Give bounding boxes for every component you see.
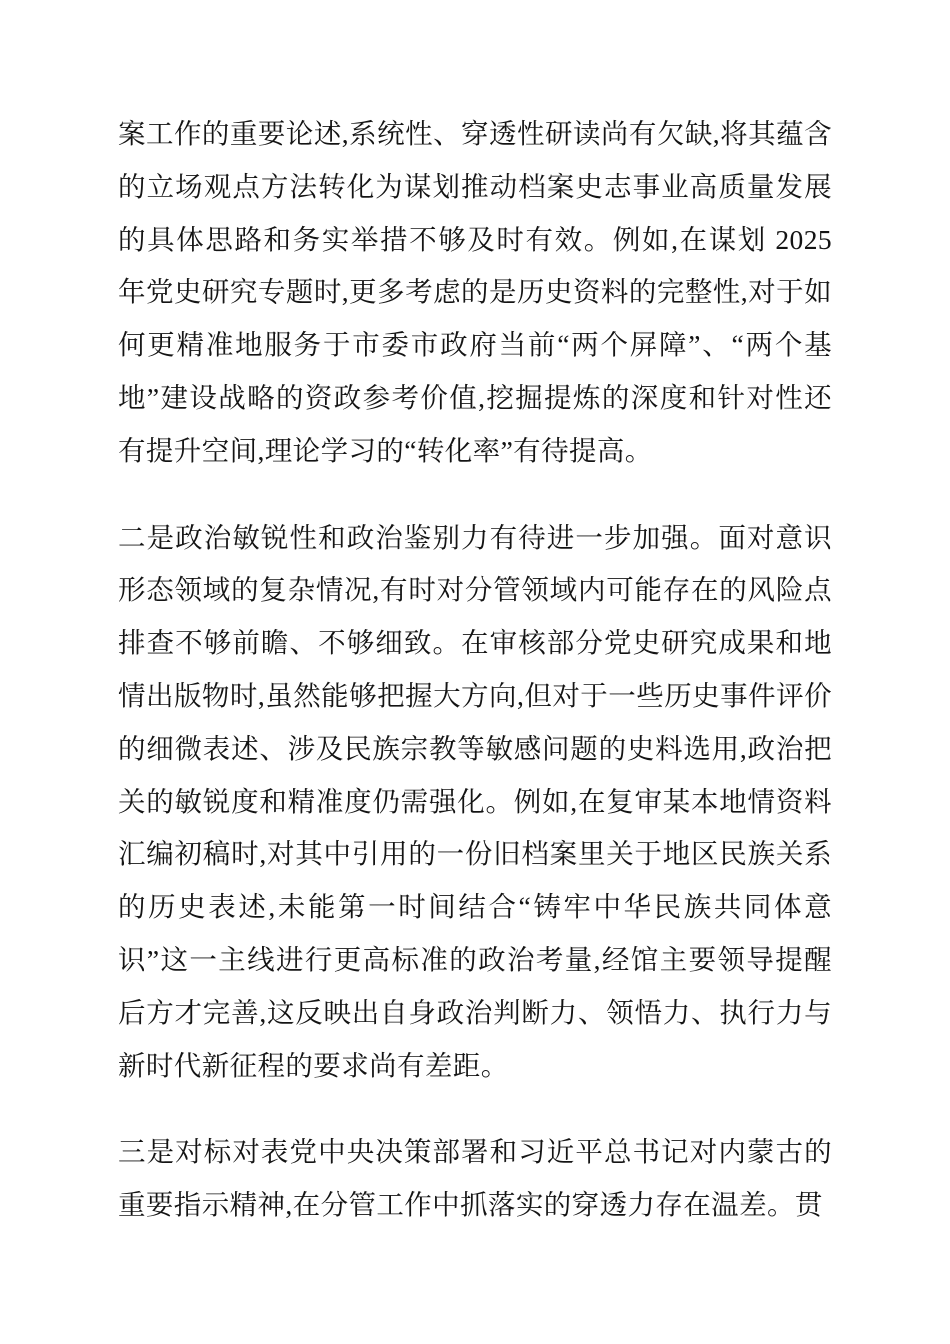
- paragraph-2: 二是政治敏锐性和政治鉴别力有待进一步加强。面对意识形态领域的复杂情况,有时对分管领域内可能存在的风险点排查不够前瞻、不够细致。在审核部分党史研究成果和地情出版物时,虽然能够把握大方向,但对于一些历史事件评价的细微表述、涉及民族宗教等敏感问题的史料选用,政治把关的敏锐度和精准度仍需强化。例如,在复审某本地情资料汇编初稿时,对其中引用的一份旧档案里关于地区民族关系的历史表述,未能第一时间结合“铸牢中华民族共同体意识”这一主线进行更高标准的政治考量,经馆主要领导提醒后方才完善,这反映出自身政治判断力、领悟力、执行力与新时代新征程的要求尚有差距。: [118, 521, 832, 1081]
- paragraph-3: 三是对标对表党中央决策部署和习近平总书记对内蒙古的重要指示精神,在分管工作中抓落实的穿透力存在温差。贯: [118, 1136, 832, 1221]
- paragraph-1: 案工作的重要论述,系统性、穿透性研读尚有欠缺,将其蕴含的立场观点方法转化为谋划推动档案史志事业高质量发展的具体思路和务实举措不够及时有效。例如,在谋划 2025 年党史研究专题时,更多考虑的是历史资料的完整性,对于如何更精准地服务于市委市政府当前“两个屏障”、“两个基地”建设战略的资政参考价值,挖掘提炼的深度和针对性还有提升空间,理论学习的“转化率”有待提高。: [118, 118, 832, 466]
- document-body: [118, 108, 832, 1232]
